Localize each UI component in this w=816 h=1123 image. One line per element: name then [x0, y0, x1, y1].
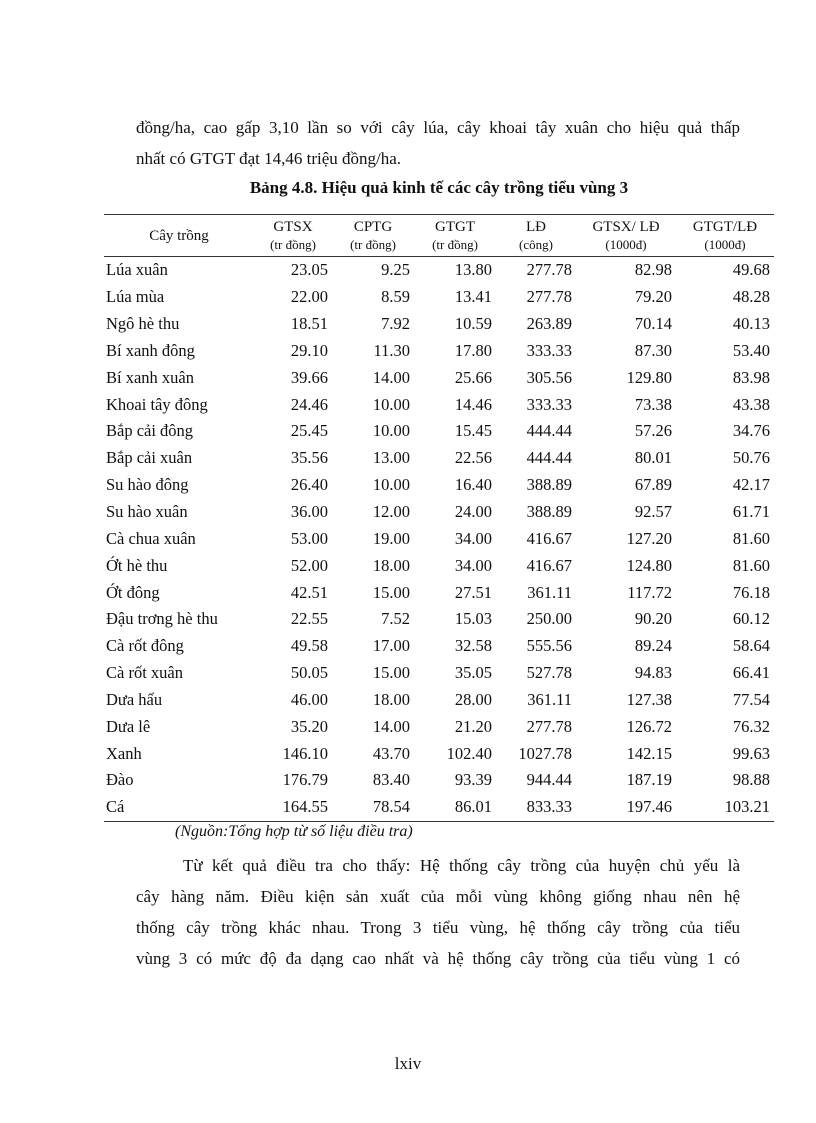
value-cell: 76.32	[732, 716, 770, 736]
value-cell: 142.15	[626, 743, 672, 763]
value-cell: 35.56	[290, 448, 328, 468]
value-cell: 388.89	[526, 475, 572, 495]
value-cell: 66.41	[732, 663, 770, 683]
crop-name-cell: Cà rốt xuân	[106, 663, 183, 683]
value-cell: 60.12	[732, 609, 770, 629]
value-cell: 176.79	[282, 770, 328, 790]
crop-name-cell: Ngô hè thu	[106, 314, 180, 334]
value-cell: 117.72	[627, 582, 672, 602]
value-cell: 18.00	[372, 689, 410, 709]
table-row	[104, 579, 774, 606]
value-cell: 52.00	[290, 555, 328, 575]
value-cell: 24.00	[454, 502, 492, 522]
crop-name-cell: Xanh	[106, 743, 142, 763]
value-cell: 14.46	[454, 394, 492, 414]
value-cell: 35.05	[454, 663, 492, 683]
value-cell: 50.05	[290, 663, 328, 683]
value-cell: 61.71	[732, 502, 770, 522]
crop-name-cell: Lúa mùa	[106, 287, 165, 307]
crop-name-cell: Su hào xuân	[106, 502, 188, 522]
value-cell: 98.88	[732, 770, 770, 790]
value-cell: 10.59	[454, 314, 492, 334]
table-row	[104, 257, 774, 284]
value-cell: 86.01	[414, 794, 496, 821]
value-cell: 527.78	[526, 663, 572, 683]
value-cell: 90.20	[634, 609, 672, 629]
value-cell: 555.56	[526, 636, 572, 656]
value-cell: 36.00	[290, 502, 328, 522]
table-body	[104, 257, 774, 822]
value-cell: 388.89	[526, 502, 572, 522]
value-cell: 58.64	[732, 636, 770, 656]
table-row	[104, 284, 774, 311]
value-cell: 103.21	[676, 794, 774, 821]
value-cell: 23.05	[290, 260, 328, 280]
table-row	[104, 633, 774, 660]
table-row	[104, 740, 774, 767]
crop-name-cell: Dưa lê	[106, 716, 151, 736]
crop-name-cell: Cá	[104, 794, 254, 821]
value-cell: 87.30	[634, 340, 672, 360]
value-cell: 57.26	[634, 421, 672, 441]
value-cell: 277.78	[526, 716, 572, 736]
value-cell: 22.00	[290, 287, 328, 307]
value-cell: 13.41	[454, 287, 492, 307]
conclusion-line: thống cây trồng khác nhau. Trong 3 tiểu vùng, hệ thống cây trồng của tiểu	[136, 918, 740, 937]
value-cell: 50.76	[732, 448, 770, 468]
value-cell: 444.44	[526, 421, 572, 441]
value-cell: 15.00	[372, 582, 410, 602]
value-cell: 127.20	[626, 528, 672, 548]
value-cell: 24.46	[290, 394, 328, 414]
value-cell: 1027.78	[518, 743, 572, 763]
value-cell: 305.56	[526, 367, 572, 387]
value-cell: 26.40	[290, 475, 328, 495]
intro-line: đồng/ha, cao gấp 3,10 lần so với cây lúa, cây khoai tây xuân cho hiệu quả thấp	[136, 118, 740, 137]
value-cell: 444.44	[526, 448, 572, 468]
crop-efficiency-table	[104, 214, 774, 822]
crop-name-cell: Bí xanh đông	[106, 340, 195, 360]
value-cell: 79.20	[634, 287, 672, 307]
crop-name-cell: Đào	[106, 770, 134, 790]
value-cell: 40.13	[732, 314, 770, 334]
value-cell: 14.00	[372, 716, 410, 736]
value-cell: 944.44	[526, 770, 572, 790]
value-cell: 416.67	[526, 555, 572, 575]
crop-name-cell: Dưa hấu	[106, 689, 163, 709]
value-cell: 83.98	[732, 367, 770, 387]
value-cell: 27.51	[454, 582, 492, 602]
value-cell: 7.92	[381, 314, 410, 334]
value-cell: 15.45	[454, 421, 492, 441]
table-row	[104, 472, 774, 499]
intro-paragraph	[136, 112, 740, 174]
value-cell: 416.67	[526, 528, 572, 548]
value-cell: 92.57	[634, 502, 672, 522]
value-cell: 164.55	[254, 794, 332, 821]
table-row	[104, 499, 774, 526]
value-cell: 42.17	[732, 475, 770, 495]
header-gtsx: GTSX (tr đồng)	[254, 215, 332, 257]
value-cell: 263.89	[526, 314, 572, 334]
value-cell: 49.68	[732, 260, 770, 280]
table-caption: Bảng 4.8. Hiệu quả kinh tế các cây trồng tiểu vùng 3	[249, 178, 629, 197]
table-header-row	[104, 215, 774, 257]
value-cell: 67.89	[634, 475, 672, 495]
value-cell: 78.54	[332, 794, 414, 821]
table-row	[104, 525, 774, 552]
value-cell: 48.28	[732, 287, 770, 307]
table-row	[104, 660, 774, 687]
value-cell: 29.10	[290, 340, 328, 360]
crop-name-cell: Su hào đông	[106, 475, 189, 495]
value-cell: 13.00	[372, 448, 410, 468]
value-cell: 93.39	[454, 770, 492, 790]
value-cell: 34.76	[732, 421, 770, 441]
value-cell: 15.03	[454, 609, 492, 629]
value-cell: 11.30	[373, 340, 410, 360]
value-cell: 833.33	[496, 794, 576, 821]
table-row	[104, 311, 774, 338]
value-cell: 35.20	[290, 716, 328, 736]
value-cell: 46.00	[290, 689, 328, 709]
value-cell: 32.58	[454, 636, 492, 656]
value-cell: 77.54	[732, 689, 770, 709]
value-cell: 16.40	[454, 475, 492, 495]
crop-name-cell: Bắp cải xuân	[106, 448, 193, 468]
value-cell: 99.63	[732, 743, 770, 763]
value-cell: 277.78	[526, 287, 572, 307]
conclusion-line: Từ kết quả điều tra cho thấy: Hệ thống cây trồng của huyện chủ yếu là	[183, 856, 740, 875]
value-cell: 89.24	[634, 636, 672, 656]
value-cell: 126.72	[626, 716, 672, 736]
value-cell: 22.55	[290, 609, 328, 629]
conclusion-line: vùng 3 có mức độ đa dạng cao nhất và hệ thống cây trồng của tiểu vùng 1 có	[136, 949, 740, 968]
crop-name-cell: Khoai tây đông	[106, 394, 208, 414]
table-row	[104, 767, 774, 794]
value-cell: 124.80	[626, 555, 672, 575]
value-cell: 81.60	[732, 528, 770, 548]
crop-name-cell: Ớt đông	[106, 582, 160, 602]
value-cell: 73.38	[634, 394, 672, 414]
value-cell: 82.98	[634, 260, 672, 280]
value-cell: 361.11	[527, 582, 572, 602]
value-cell: 17.80	[454, 340, 492, 360]
value-cell: 21.20	[454, 716, 492, 736]
value-cell: 9.25	[381, 260, 410, 280]
value-cell: 333.33	[526, 394, 572, 414]
value-cell: 22.56	[454, 448, 492, 468]
value-cell: 10.00	[372, 421, 410, 441]
value-cell: 102.40	[446, 743, 492, 763]
table-row	[104, 391, 774, 418]
value-cell: 14.00	[372, 367, 410, 387]
header-gtgt-per-ld: GTGT/LĐ (1000đ)	[676, 215, 774, 257]
value-cell: 187.19	[626, 770, 672, 790]
value-cell: 25.45	[290, 421, 328, 441]
value-cell: 42.51	[290, 582, 328, 602]
value-cell: 83.40	[372, 770, 410, 790]
value-cell: 19.00	[372, 528, 410, 548]
value-cell: 18.00	[372, 555, 410, 575]
value-cell: 7.52	[381, 609, 410, 629]
table-row	[104, 338, 774, 365]
value-cell: 8.59	[381, 287, 410, 307]
crop-name-cell: Bắp cải đông	[106, 421, 194, 441]
page-number: lxiv	[394, 1054, 422, 1073]
value-cell: 28.00	[454, 689, 492, 709]
table-row	[104, 606, 774, 633]
value-cell: 53.40	[732, 340, 770, 360]
value-cell: 12.00	[372, 502, 410, 522]
value-cell: 361.11	[527, 689, 572, 709]
value-cell: 15.00	[372, 663, 410, 683]
header-gtsx-per-ld: GTSX/ LĐ (1000đ)	[576, 215, 676, 257]
value-cell: 333.33	[526, 340, 572, 360]
value-cell: 94.83	[634, 663, 672, 683]
value-cell: 127.38	[626, 689, 672, 709]
header-cptg: CPTG (tr đồng)	[332, 215, 414, 257]
value-cell: 70.14	[634, 314, 672, 334]
value-cell: 10.00	[372, 394, 410, 414]
value-cell: 25.66	[454, 367, 492, 387]
value-cell: 10.00	[372, 475, 410, 495]
table-row	[104, 418, 774, 445]
value-cell: 80.01	[634, 448, 672, 468]
value-cell: 277.78	[526, 260, 572, 280]
table-source-note: (Nguồn:Tổng hợp từ số liệu điều tra)	[175, 823, 413, 840]
value-cell: 34.00	[454, 528, 492, 548]
table-row	[104, 794, 774, 821]
value-cell: 146.10	[282, 743, 328, 763]
value-cell: 81.60	[732, 555, 770, 575]
table-row	[104, 687, 774, 714]
value-cell: 34.00	[454, 555, 492, 575]
crop-name-cell: Cà chua xuân	[106, 528, 196, 548]
header-ld: LĐ (công)	[496, 215, 576, 257]
intro-line: nhất có GTGT đạt 14,46 triệu đồng/ha.	[136, 149, 402, 168]
value-cell: 250.00	[526, 609, 572, 629]
crop-name-cell: Cà rốt đông	[106, 636, 184, 656]
header-crop: Cây trồng	[104, 215, 254, 257]
crop-name-cell: Bí xanh xuân	[106, 367, 194, 387]
value-cell: 53.00	[290, 528, 328, 548]
table-row	[104, 713, 774, 740]
value-cell: 197.46	[576, 794, 676, 821]
header-gtgt: GTGT (tr đồng)	[414, 215, 496, 257]
table-row	[104, 552, 774, 579]
value-cell: 18.51	[290, 314, 328, 334]
crop-name-cell: Đậu trơng hè thu	[106, 609, 218, 629]
table-row	[104, 364, 774, 391]
value-cell: 49.58	[290, 636, 328, 656]
crop-name-cell: Ớt hè thu	[106, 555, 168, 575]
value-cell: 13.80	[454, 260, 492, 280]
conclusion-line: cây hàng năm. Điều kiện sản xuất của mỗi vùng không giống nhau nên hệ	[136, 887, 740, 906]
value-cell: 39.66	[290, 367, 328, 387]
crop-name-cell: Lúa xuân	[106, 260, 168, 280]
value-cell: 43.70	[372, 743, 410, 763]
value-cell: 129.80	[626, 367, 672, 387]
table-row	[104, 445, 774, 472]
value-cell: 76.18	[732, 582, 770, 602]
value-cell: 43.38	[732, 394, 770, 414]
value-cell: 17.00	[372, 636, 410, 656]
conclusion-paragraph	[136, 850, 740, 974]
